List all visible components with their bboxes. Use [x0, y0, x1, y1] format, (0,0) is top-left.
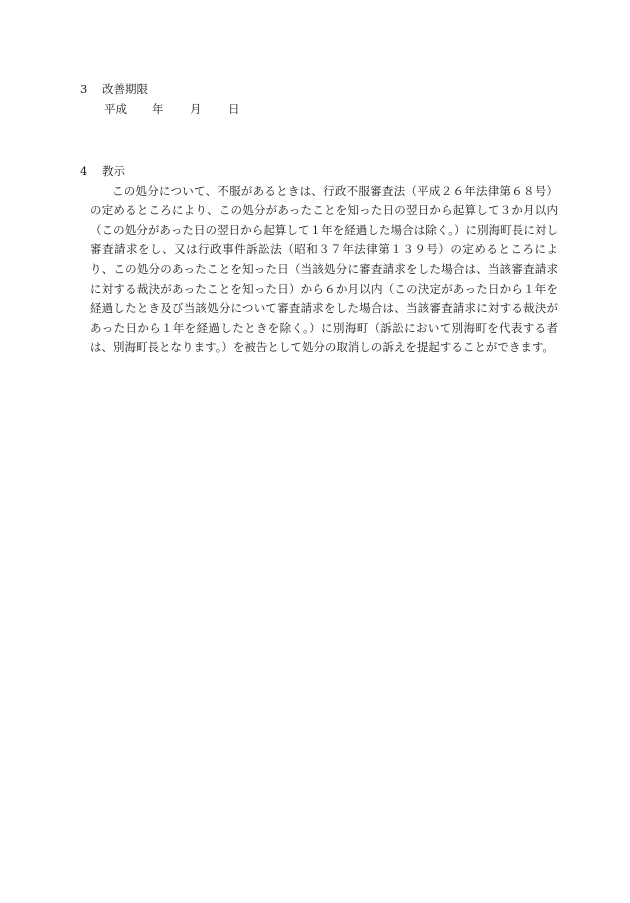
date-year-label: 年 [152, 101, 164, 116]
section-number: 3 [80, 82, 88, 96]
deadline-date-line [80, 100, 560, 120]
date-month-label: 月 [190, 101, 202, 116]
section-number: 4 [80, 164, 88, 178]
section-title: 教示 [102, 164, 125, 178]
instruction-body-text: この処分について、不服があるときは、行政不服審査法（平成２６年法律第６８号）の定めるところにより、この処分があったことを知った日の翌日から起算して３か月以内（この処分があった日の翌日から起算して１年を経過した場合は除く。）に別海町長に対し審査請求をし、又は行政事件訴訟法（昭和３７年法律第１３９号）の定めるところにより、この処分のあったことを知った日（当該処分に審査請求をした場合は、当該審査請求に対する裁決があったことを知った日）から６か月以内（この決定があった日から１年を経過したとき及び当該処分について審査請求をした場合は、当該審査請求に対する裁決があった日から１年を経過したときを除く。）に別海町（訴訟において別海町を代表する者は、別海町長となります。）を被告として処分の取消しの訴えを提起することができます。 [90, 183, 558, 355]
section-heading [80, 80, 560, 100]
date-day-label: 日 [228, 101, 240, 116]
section-improvement-deadline [80, 80, 560, 119]
section-heading [80, 162, 560, 182]
section-title: 改善期限 [102, 82, 148, 96]
date-era: 平成 [104, 101, 127, 116]
section-instruction [80, 162, 560, 369]
